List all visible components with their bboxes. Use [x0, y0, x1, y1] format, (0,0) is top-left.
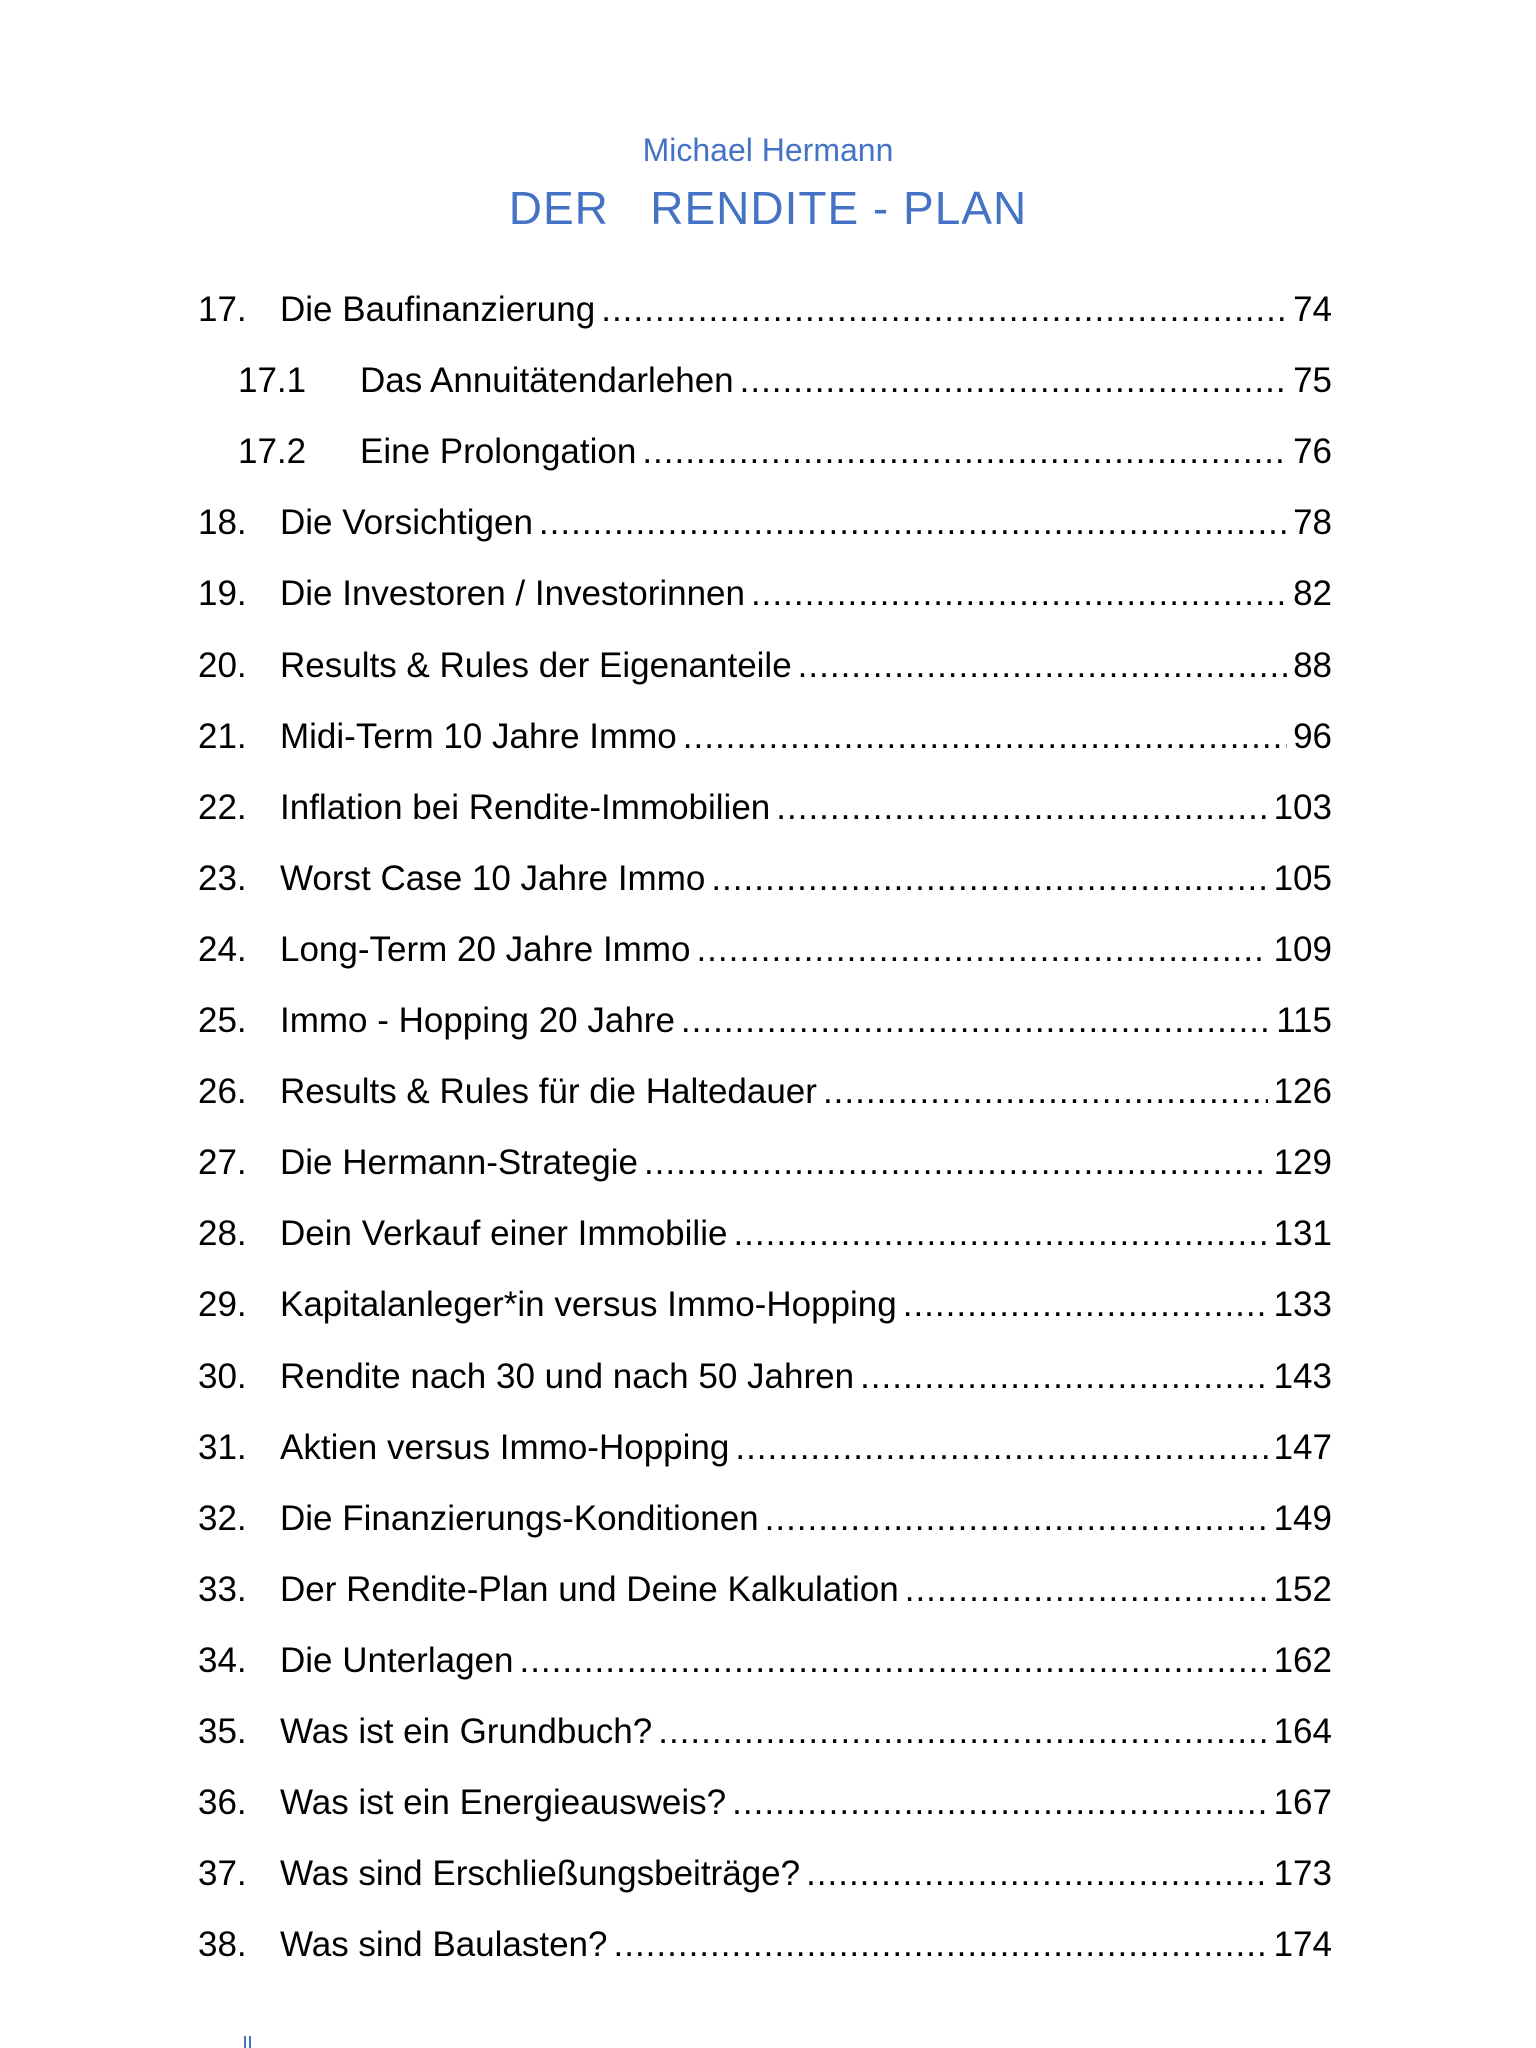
toc-entry-title: Die Finanzierungs-Konditionen [280, 1498, 759, 1538]
toc-entry-title: Dein Verkauf einer Immobilie [280, 1214, 728, 1254]
toc-entry-title: Long-Term 20 Jahre Immo [280, 929, 691, 969]
toc-entry[interactable] [198, 925, 1332, 975]
toc-entry[interactable] [198, 1138, 1332, 1188]
toc-entry-page-number: 75 [1293, 361, 1332, 401]
toc-dot-leader [696, 925, 1267, 975]
toc-entry-page-number: 96 [1293, 716, 1332, 756]
toc-entry-page-number: 82 [1293, 574, 1332, 614]
toc-entry[interactable] [198, 641, 1332, 691]
toc-entry[interactable] [198, 996, 1332, 1046]
toc-entry-title: Was sind Baulasten? [280, 1925, 608, 1965]
toc-dot-leader [751, 569, 1287, 619]
author-name: Michael Hermann [642, 132, 894, 168]
toc-entry[interactable] [198, 1778, 1332, 1828]
toc-dot-leader [740, 356, 1287, 406]
toc-entry-title: Eine Prolongation [360, 432, 637, 472]
toc-entry-title: Was ist ein Energieausweis? [280, 1783, 727, 1823]
page-footer-mark [244, 2036, 251, 2048]
toc-dot-leader [823, 1067, 1268, 1117]
toc-entry-title: Die Baufinanzierung [280, 290, 596, 329]
toc-dot-leader [735, 1423, 1267, 1473]
toc-dot-leader [614, 1920, 1268, 1970]
toc-entry[interactable] [198, 498, 1332, 548]
toc-entry-title: Die Vorsichtigen [280, 503, 533, 543]
toc-entry-title: Was sind Erschließungsbeiträge? [280, 1854, 801, 1894]
toc-entry-title: Results & Rules der Eigenanteile [280, 645, 792, 685]
toc-entry-page-number: 74 [1293, 290, 1332, 329]
toc-entry-number: 26. [198, 1072, 247, 1112]
toc-entry[interactable] [198, 1565, 1332, 1615]
toc-entry[interactable] [198, 712, 1332, 762]
toc-entry-number: 17. [198, 290, 247, 329]
toc-entry-number: 19. [198, 574, 247, 614]
toc-entry-page-number: 131 [1273, 1214, 1332, 1254]
toc-entry-page-number: 129 [1273, 1143, 1332, 1183]
toc-entry-number: 38. [198, 1925, 247, 1965]
toc-entry-number: 21. [198, 716, 247, 756]
toc-entry-number: 23. [198, 858, 247, 898]
toc-entry-number: 28. [198, 1214, 247, 1254]
toc-entry[interactable] [198, 1209, 1332, 1259]
toc-entry[interactable] [198, 1352, 1332, 1402]
toc-entry-title: Das Annuitätendarlehen [360, 361, 734, 401]
toc-entry[interactable] [198, 854, 1332, 904]
toc-entry[interactable] [198, 1067, 1332, 1117]
toc-entry-number: 36. [198, 1783, 247, 1823]
toc-dot-leader [539, 498, 1287, 548]
toc-entry-title: Results & Rules für die Haltedauer [280, 1072, 817, 1112]
toc-entry-number: 20. [198, 645, 247, 685]
toc-entry-page-number: 88 [1293, 645, 1332, 685]
toc-entry-title: Inflation bei Rendite-Immobilien [280, 787, 771, 827]
toc-entry-title: Was ist ein Grundbuch? [280, 1712, 653, 1751]
toc-entry-title: Die Unterlagen [280, 1640, 514, 1680]
toc-dot-leader [732, 1778, 1267, 1828]
toc-entry-page-number: 115 [1276, 1001, 1332, 1040]
toc-dot-leader [776, 783, 1267, 833]
toc-entry[interactable] [198, 285, 1332, 335]
toc-entry[interactable] [198, 569, 1332, 619]
toc-entry-page-number: 76 [1293, 432, 1332, 472]
toc-entry[interactable] [198, 1280, 1332, 1330]
toc-dot-leader [683, 712, 1287, 762]
toc-entry-number: 24. [198, 929, 247, 969]
toc-dot-leader [765, 1494, 1268, 1544]
toc-entry-title: Worst Case 10 Jahre Immo [280, 858, 706, 898]
toc-entry-page-number: 133 [1273, 1285, 1332, 1325]
toc-entry-number: 30. [198, 1356, 247, 1396]
toc-entry-number: 33. [198, 1569, 247, 1609]
toc-entry[interactable] [198, 1849, 1332, 1899]
toc-entry-number: 31. [198, 1427, 247, 1467]
toc-entry-page-number: 105 [1273, 858, 1332, 898]
toc-entry[interactable] [198, 1423, 1332, 1473]
toc-entry[interactable] [198, 1920, 1332, 1970]
toc-dot-leader [658, 1707, 1267, 1757]
toc-entry[interactable] [198, 1636, 1332, 1686]
toc-dot-leader [601, 285, 1287, 335]
toc-entry-page-number: 174 [1273, 1925, 1332, 1965]
toc-entry-title: Aktien versus Immo-Hopping [280, 1427, 730, 1467]
toc-dot-leader [519, 1636, 1267, 1686]
book-title: DER RENDITE - PLAN [508, 182, 1028, 234]
toc-entry[interactable] [238, 427, 1332, 477]
toc-entry-number: 25. [198, 1001, 247, 1040]
toc-entry-number: 17.1 [238, 361, 307, 401]
toc-entry-title: Immo - Hopping 20 Jahre [280, 1001, 675, 1040]
toc-entry-number: 17.2 [238, 432, 307, 472]
toc-entry-title: Kapitalanleger*in versus Immo-Hopping [280, 1285, 897, 1325]
toc-entry-number: 29. [198, 1285, 247, 1325]
toc-dot-leader [711, 854, 1267, 904]
toc-entry-number: 27. [198, 1143, 247, 1183]
toc-entry-page-number: 126 [1273, 1072, 1332, 1112]
toc-entry-title: Die Investoren / Investorinnen [280, 574, 745, 614]
toc-dot-leader [860, 1352, 1268, 1402]
toc-dot-leader [806, 1849, 1268, 1899]
toc-entry-number: 34. [198, 1640, 247, 1680]
toc-entry[interactable] [198, 1707, 1332, 1757]
toc-entry-page-number: 152 [1273, 1569, 1332, 1609]
toc-entry[interactable] [198, 783, 1332, 833]
toc-dot-leader [642, 427, 1287, 477]
toc-dot-leader [681, 996, 1270, 1046]
toc-entry-title: Rendite nach 30 und nach 50 Jahren [280, 1356, 855, 1396]
toc-entry-page-number: 143 [1273, 1356, 1332, 1396]
toc-entry-page-number: 164 [1273, 1712, 1332, 1751]
toc-dot-leader [644, 1138, 1268, 1188]
toc-entry-number: 18. [198, 503, 247, 543]
toc-entry-number: 35. [198, 1712, 247, 1751]
toc-entry-title: Die Hermann-Strategie [280, 1143, 638, 1183]
toc-entry-page-number: 173 [1273, 1854, 1332, 1894]
toc-entry-page-number: 147 [1273, 1427, 1332, 1467]
toc-dot-leader [903, 1280, 1268, 1330]
toc-entry-page-number: 78 [1293, 503, 1332, 543]
toc-entry[interactable] [198, 1494, 1332, 1544]
toc-dot-leader [798, 641, 1287, 691]
toc-entry-title: Der Rendite-Plan und Deine Kalkulation [280, 1569, 899, 1609]
toc-entry-page-number: 109 [1273, 929, 1332, 969]
toc-entry-page-number: 167 [1273, 1783, 1332, 1823]
toc-entry[interactable] [238, 356, 1332, 406]
toc-entry-page-number: 103 [1273, 787, 1332, 827]
toc-entry-number: 22. [198, 787, 247, 827]
toc-entry-page-number: 149 [1273, 1498, 1332, 1538]
toc-dot-leader [733, 1209, 1267, 1259]
toc-dot-leader [905, 1565, 1268, 1615]
toc-entry-number: 32. [198, 1498, 247, 1538]
toc-entry-number: 37. [198, 1854, 247, 1894]
toc-entry-page-number: 162 [1273, 1640, 1332, 1680]
toc-entry-title: Midi-Term 10 Jahre Immo [280, 716, 677, 756]
